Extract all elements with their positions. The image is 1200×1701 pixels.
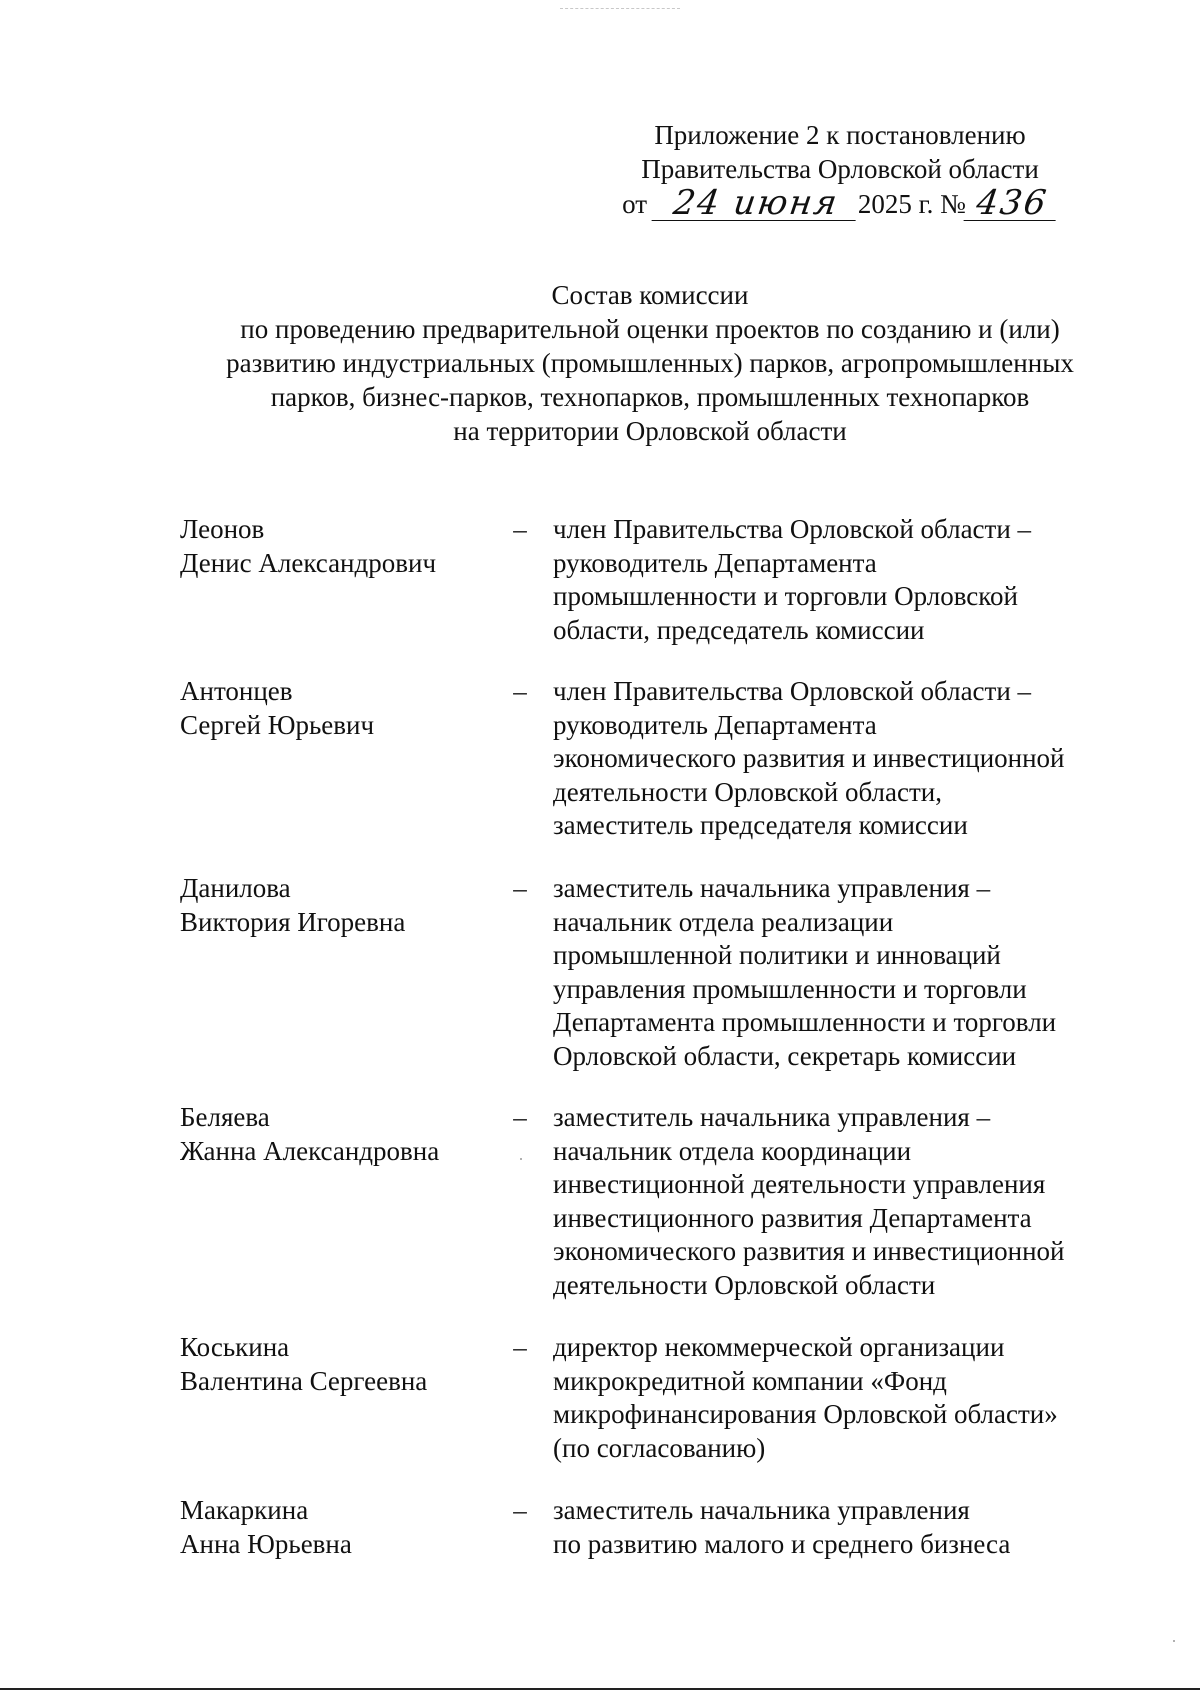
role-line: член Правительства Орловской области – [553,514,1032,544]
title-line: Состав комиссии [551,280,749,310]
scan-artifact-bottom [0,1688,1200,1690]
title-line: по проведению предварительной оценки проектов по созданию и (или) [240,314,1060,344]
role-line: инвестиционного развития Департамента [553,1202,1032,1233]
document-title [160,278,1140,448]
scan-speck [520,1158,522,1160]
member-name [180,872,480,939]
role-line: по развитию малого и среднего бизнеса [553,1528,1011,1559]
member-surname: Беляева [180,1102,270,1132]
member-role [553,1331,1113,1465]
appendix-header [600,118,1080,221]
member-dash: – [513,873,527,903]
role-line: экономического развития и инвестиционной [553,1236,1065,1266]
role-line: промышленной политики и инноваций [553,940,1001,970]
member-role [553,872,1113,1073]
member-name [180,513,480,580]
appendix-line-2: Правительства Орловской области [641,154,1039,184]
member-role [553,1101,1113,1302]
member-given-name: Валентина Сергеевна [180,1365,428,1396]
member-given-name: Виктория Игоревна [180,906,406,937]
title-line: развитию индустриальных (промышленных) парков, агропромышленных [226,348,1074,378]
member-surname: Леонов [180,514,265,544]
handwritten-number: 436 [963,186,1060,221]
member-surname: Коськина [180,1332,290,1362]
role-line: руководитель Департамента [553,709,877,740]
scan-artifact-top [560,8,680,9]
appendix-year-number-label: 2025 г. № [857,189,966,219]
member-role [553,675,1113,843]
role-line: руководитель Департамента [553,547,877,578]
member-given-name: Сергей Юрьевич [180,709,375,740]
member-surname: Антонцев [180,676,293,706]
member-name [180,1101,480,1168]
role-line: заместитель начальника управления [553,1495,970,1525]
role-line: микрокредитной компании «Фонд [553,1365,947,1396]
role-line: микрофинансирования Орловской области» [553,1399,1058,1429]
member-name [180,675,480,742]
role-line: деятельности Орловской области [553,1269,936,1300]
member-given-name: Денис Александрович [180,547,437,578]
member-dash: – [513,514,527,544]
member-dash: – [513,1495,527,1525]
title-line: парков, бизнес-парков, технопарков, промышленных технопарков [270,382,1030,412]
member-name [180,1331,480,1398]
role-line: инвестиционной деятельности управления [553,1169,1046,1199]
role-line: заместитель председателя комиссии [553,810,968,840]
member-dash: – [513,676,527,706]
appendix-date-line [600,183,1080,223]
member-role [553,513,1113,647]
role-line: начальник отдела координации [553,1135,912,1166]
member-dash: – [513,1332,527,1362]
member-surname: Макаркина [180,1495,309,1525]
role-line: управления промышленности и торговли [553,973,1027,1004]
role-line: области, председатель комиссии [553,614,925,645]
member-surname: Данилова [180,873,291,903]
scan-speck [1173,1640,1175,1642]
role-line: заместитель начальника управления – [553,1102,991,1132]
handwritten-date: 24 июня [651,186,860,221]
role-line: деятельности Орловской области, [553,776,942,807]
role-line: экономического развития и инвестиционной [553,743,1065,773]
role-line: Департамента промышленности и торговли [553,1007,1057,1037]
role-line: (по согласованию) [553,1432,766,1463]
role-line: заместитель начальника управления – [553,873,991,903]
role-line: член Правительства Орловской области – [553,676,1032,706]
member-given-name: Анна Юрьевна [180,1528,352,1559]
member-given-name: Жанна Александровна [180,1135,440,1166]
member-role [553,1494,1113,1561]
member-name [180,1494,480,1561]
role-line: Орловской области, секретарь комиссии [553,1040,1017,1071]
appendix-line-1: Приложение 2 к постановлению [654,120,1026,150]
title-line: на территории Орловской области [453,416,847,446]
appendix-date-prefix: от [622,189,648,219]
member-dash: – [513,1102,527,1132]
role-line: промышленности и торговли Орловской [553,581,1018,611]
role-line: директор некоммерческой организации [553,1332,1005,1362]
role-line: начальник отдела реализации [553,906,894,937]
